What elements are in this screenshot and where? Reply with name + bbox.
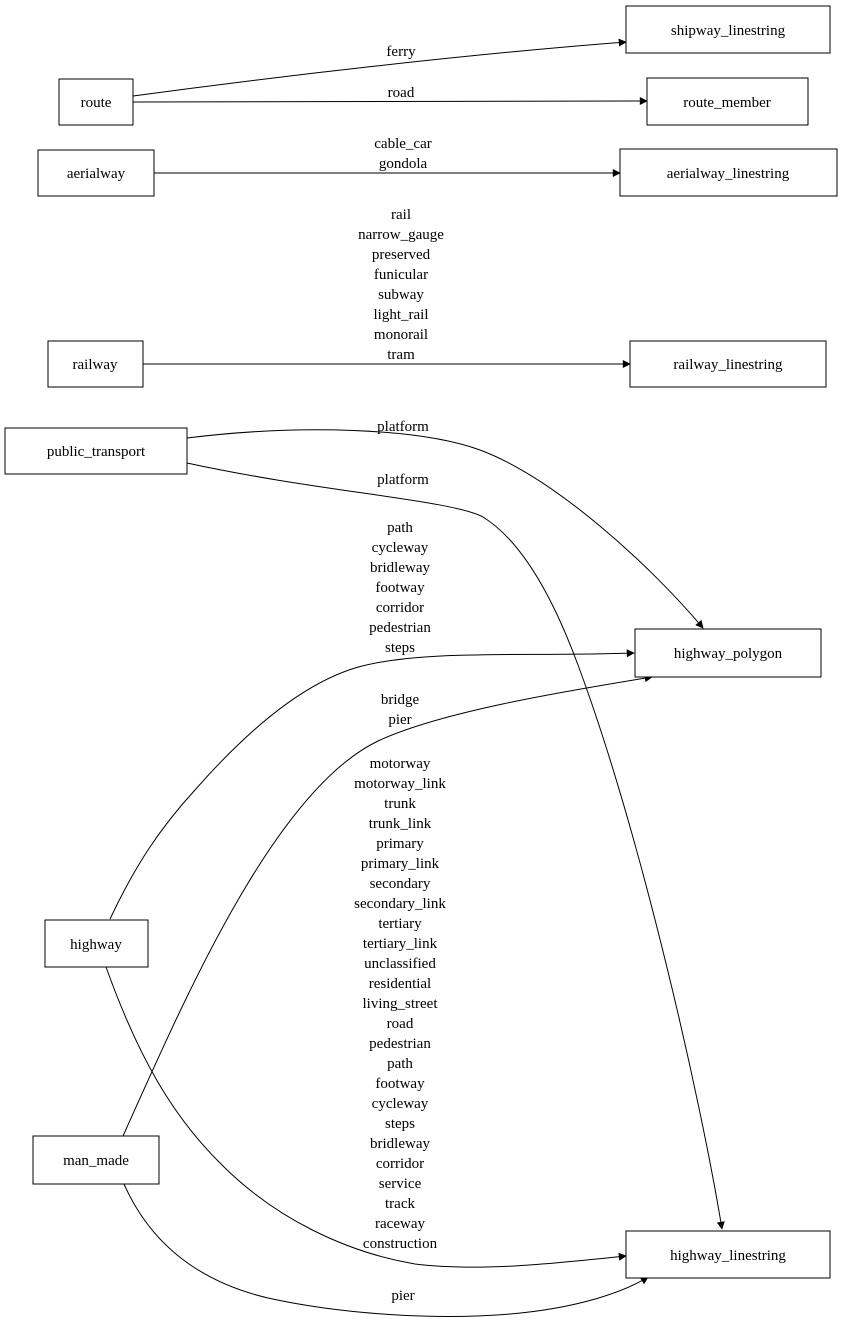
node-aerialway_linestring bbox=[620, 149, 837, 196]
edge-label-secondary: secondary bbox=[369, 876, 431, 892]
edge-label-tertiary_link: tertiary_link bbox=[362, 936, 438, 952]
edge-label-platform-linestring: platform bbox=[377, 472, 429, 488]
node-man_made bbox=[33, 1136, 159, 1184]
node-route_member bbox=[647, 78, 808, 125]
node-railway bbox=[48, 341, 143, 387]
edge-label-motorway_link: motorway_link bbox=[354, 776, 446, 792]
edge-label-service: service bbox=[378, 1176, 422, 1192]
node-highway_polygon-label: highway_polygon bbox=[673, 646, 783, 662]
edge-label-bridleway2: bridleway bbox=[370, 1136, 430, 1152]
edge-label-path2: path bbox=[387, 1056, 413, 1072]
edge-label-gondola: gondola bbox=[378, 156, 428, 172]
edge-label-construction: construction bbox=[362, 1236, 438, 1252]
edge-label-cycleway: cycleway bbox=[371, 540, 429, 556]
edge-label-path: path bbox=[387, 520, 413, 536]
edge-label-ferry: ferry bbox=[386, 44, 416, 60]
edge-public_transport-highway_linestring bbox=[187, 463, 722, 1229]
edge-label-pier-linestring: pier bbox=[391, 1288, 415, 1304]
edge-label-funicular: funicular bbox=[373, 267, 429, 283]
node-route_member-label: route_member bbox=[683, 95, 771, 111]
edge-highway-highway_linestring bbox=[106, 967, 626, 1267]
edge-label-motorway: motorway bbox=[369, 756, 431, 772]
edge-label-secondary_link: secondary_link bbox=[354, 896, 446, 912]
node-aerialway-label: aerialway bbox=[66, 166, 126, 182]
node-route bbox=[59, 79, 133, 125]
node-route-label: route bbox=[80, 95, 112, 111]
edge-label-steps2: steps bbox=[385, 1116, 415, 1132]
edge-route-shipway_linestring bbox=[133, 42, 626, 96]
edge-label-bridleway: bridleway bbox=[370, 560, 430, 576]
node-railway_linestring-label: railway_linestring bbox=[673, 357, 783, 373]
node-highway_polygon bbox=[635, 629, 821, 677]
edge-label-cycleway2: cycleway bbox=[371, 1096, 429, 1112]
edge-labels bbox=[354, 44, 446, 1304]
edge-label-monorail: monorail bbox=[373, 327, 429, 343]
edge-label-pedestrian2: pedestrian bbox=[369, 1036, 431, 1052]
edge-label-primary_link: primary_link bbox=[360, 856, 440, 872]
edge-label-track: track bbox=[385, 1196, 415, 1212]
edge-label-footway2: footway bbox=[375, 1076, 425, 1092]
node-highway_linestring bbox=[626, 1231, 830, 1278]
edge-label-light_rail: light_rail bbox=[373, 307, 429, 323]
edge-label-pier-polygon: pier bbox=[388, 712, 412, 728]
edge-label-cable_car: cable_car bbox=[374, 136, 432, 152]
edge-label-steps: steps bbox=[385, 640, 415, 656]
node-public_transport-label: public_transport bbox=[46, 444, 146, 460]
edge-label-trunk: trunk bbox=[384, 796, 416, 812]
edge-label-corridor: corridor bbox=[375, 600, 425, 616]
edge-label-tram: tram bbox=[387, 347, 415, 363]
edge-label-raceway: raceway bbox=[375, 1216, 425, 1232]
node-railway-label: railway bbox=[72, 357, 118, 373]
edge-label-road2: road bbox=[386, 1016, 414, 1032]
node-highway-label: highway bbox=[70, 937, 122, 953]
edge-label-subway: subway bbox=[378, 287, 424, 303]
node-highway bbox=[45, 920, 148, 967]
edge-route-route_member bbox=[133, 101, 647, 102]
edge-label-platform-polygon: platform bbox=[377, 419, 429, 435]
edge-label-footway: footway bbox=[375, 580, 425, 596]
edge-label-preserved: preserved bbox=[371, 247, 431, 263]
edge-public_transport-highway_polygon bbox=[187, 430, 703, 628]
edge-label-road: road bbox=[387, 85, 415, 101]
node-public_transport bbox=[5, 428, 187, 474]
edge-label-pedestrian: pedestrian bbox=[369, 620, 431, 636]
node-aerialway_linestring-label: aerialway_linestring bbox=[666, 166, 790, 182]
node-railway_linestring bbox=[630, 341, 826, 387]
edge-label-residential: residential bbox=[368, 976, 432, 992]
edge-label-unclassified: unclassified bbox=[364, 956, 436, 972]
node-shipway_linestring-label: shipway_linestring bbox=[670, 23, 786, 39]
node-aerialway bbox=[38, 150, 154, 196]
edge-label-corridor2: corridor bbox=[375, 1156, 425, 1172]
edge-label-narrow_gauge: narrow_gauge bbox=[358, 227, 444, 243]
edge-label-living_street: living_street bbox=[362, 996, 438, 1012]
edge-label-trunk_link: trunk_link bbox=[368, 816, 432, 832]
edge-label-rail: rail bbox=[391, 207, 411, 223]
edge-label-primary: primary bbox=[376, 836, 424, 852]
edge-label-bridge: bridge bbox=[380, 692, 420, 708]
node-highway_linestring-label: highway_linestring bbox=[670, 1248, 786, 1264]
edge-label-tertiary: tertiary bbox=[378, 916, 422, 932]
node-shipway_linestring bbox=[626, 6, 830, 53]
node-man_made-label: man_made bbox=[63, 1153, 129, 1169]
